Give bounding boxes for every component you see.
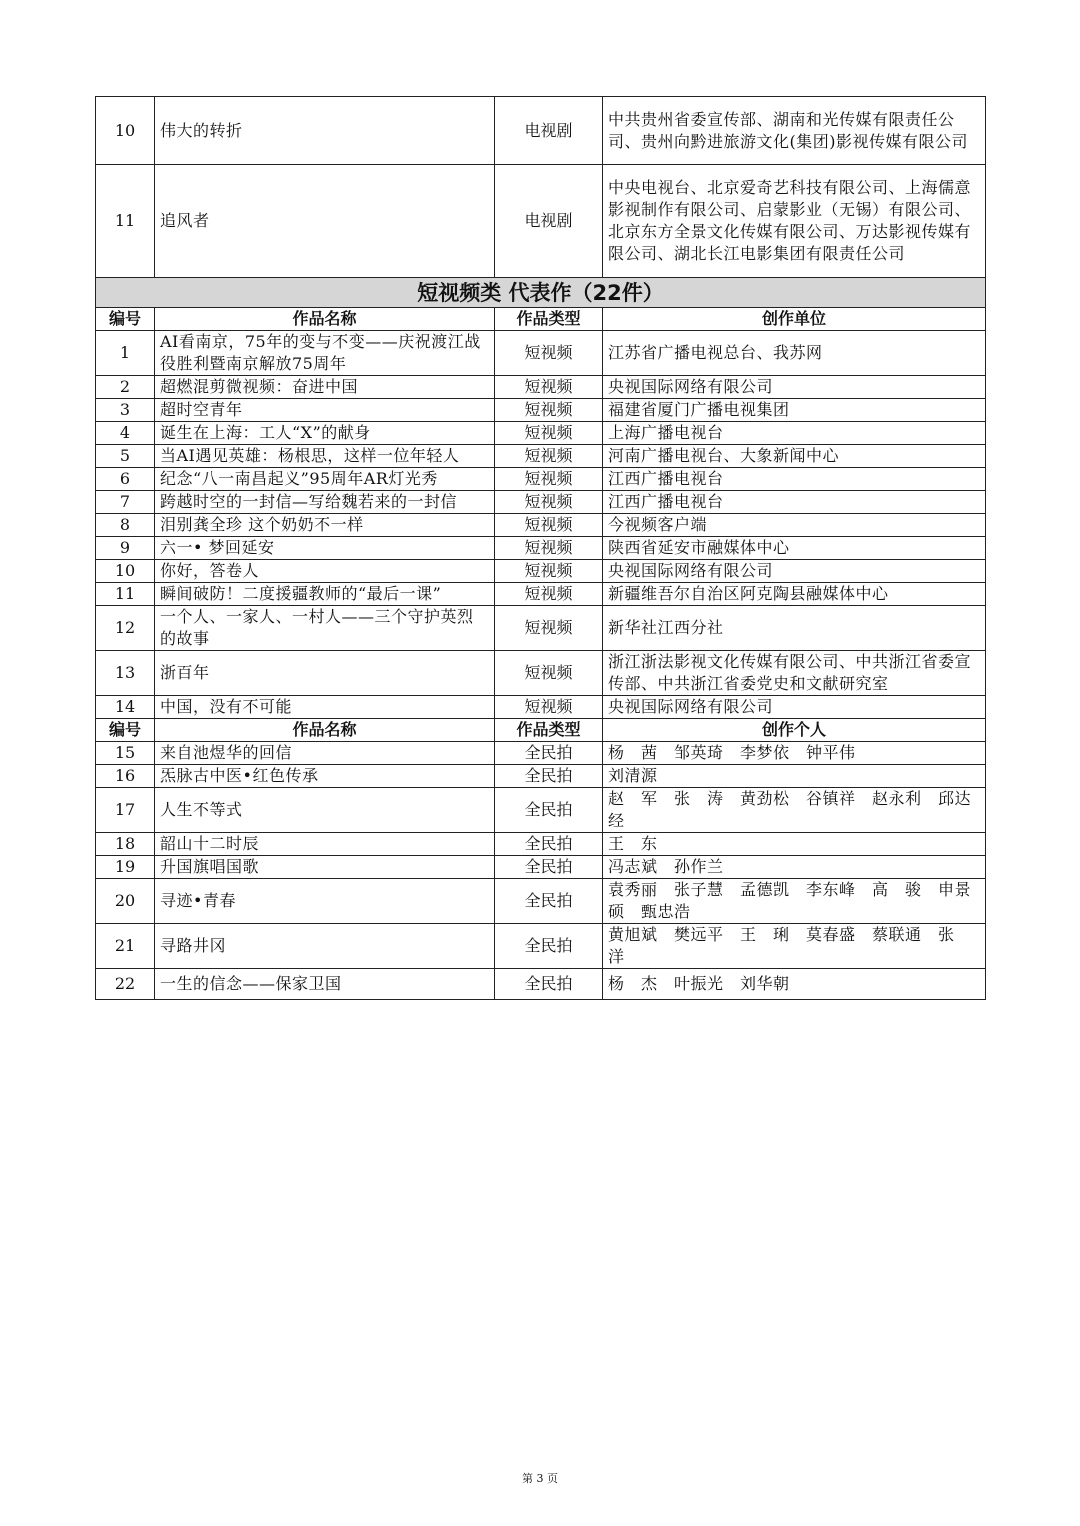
header-title: 作品名称 [155, 719, 495, 742]
cell-creators: 杨 茜 邹英琦 李梦依 钟平伟 [603, 742, 986, 765]
table-row [96, 376, 986, 399]
cell-creators: 杨 杰 叶振光 刘华朝 [603, 969, 986, 1000]
cell-creators: 袁秀丽 张子慧 孟德凯 李东峰 高 骏 申景硕 甄忠浩 [603, 879, 986, 924]
table-row [96, 924, 986, 969]
cell-number: 5 [96, 445, 155, 468]
cell-unit: 央视国际网络有限公司 [603, 696, 986, 719]
cell-title: AI看南京，75年的变与不变——庆祝渡江战役胜利暨南京解放75周年 [155, 331, 495, 376]
cell-creators: 刘清源 [603, 765, 986, 788]
cell-unit: 中央电视台、北京爱奇艺科技有限公司、上海儒意影视制作有限公司、启蒙影业（无锡）有限公司、北京东方全景文化传媒有限公司、万达影视传媒有限公司、湖北长江电影集团有限责任公司 [603, 165, 986, 278]
header-type: 作品类型 [495, 719, 603, 742]
page-number: 第 3 页 [522, 1472, 558, 1485]
cell-title: 伟大的转折 [155, 97, 495, 165]
cell-type: 短视频 [495, 537, 603, 560]
table-row [96, 560, 986, 583]
cell-type: 全民拍 [495, 969, 603, 1000]
cell-type: 短视频 [495, 560, 603, 583]
cell-type: 全民拍 [495, 742, 603, 765]
cell-unit: 央视国际网络有限公司 [603, 376, 986, 399]
cell-number: 18 [96, 833, 155, 856]
cell-type: 短视频 [495, 376, 603, 399]
table-row [96, 399, 986, 422]
cell-type: 全民拍 [495, 788, 603, 833]
table-row [96, 765, 986, 788]
header-type: 作品类型 [495, 308, 603, 331]
table-row [96, 97, 986, 165]
table-row [96, 468, 986, 491]
table-row [96, 833, 986, 856]
cell-number: 16 [96, 765, 155, 788]
cell-type: 全民拍 [495, 924, 603, 969]
cell-title: 纪念“八一南昌起义”95周年AR灯光秀 [155, 468, 495, 491]
cell-type: 短视频 [495, 399, 603, 422]
header-unit: 创作单位 [603, 308, 986, 331]
cell-title: 诞生在上海：工人“X”的献身 [155, 422, 495, 445]
table-row [96, 651, 986, 696]
cell-unit: 江西广播电视台 [603, 491, 986, 514]
table-row [96, 537, 986, 560]
cell-title: 中国，没有不可能 [155, 696, 495, 719]
cell-type: 短视频 [495, 422, 603, 445]
cell-unit: 新华社江西分社 [603, 606, 986, 651]
header-title: 作品名称 [155, 308, 495, 331]
cell-type: 短视频 [495, 514, 603, 537]
cell-type: 电视剧 [495, 165, 603, 278]
cell-title: 追风者 [155, 165, 495, 278]
cell-type: 短视频 [495, 331, 603, 376]
cell-title: 浙百年 [155, 651, 495, 696]
cell-number: 10 [96, 560, 155, 583]
cell-unit: 上海广播电视台 [603, 422, 986, 445]
cell-title: 跨越时空的一封信—写给魏若来的一封信 [155, 491, 495, 514]
cell-creators: 王 东 [603, 833, 986, 856]
cell-title: 超燃混剪微视频：奋进中国 [155, 376, 495, 399]
cell-type: 全民拍 [495, 879, 603, 924]
cell-type: 全民拍 [495, 856, 603, 879]
cell-title: 寻迹•青春 [155, 879, 495, 924]
cell-title: 来自池煜华的回信 [155, 742, 495, 765]
cell-number: 21 [96, 924, 155, 969]
cell-number: 22 [96, 969, 155, 1000]
table-header-row [96, 308, 986, 331]
cell-unit: 河南广播电视台、大象新闻中心 [603, 445, 986, 468]
table-header-row [96, 719, 986, 742]
cell-unit: 陕西省延安市融媒体中心 [603, 537, 986, 560]
table-row [96, 491, 986, 514]
cell-number: 14 [96, 696, 155, 719]
cell-unit: 福建省厦门广播电视集团 [603, 399, 986, 422]
table-row [96, 514, 986, 537]
cell-title: 韶山十二时辰 [155, 833, 495, 856]
cell-type: 全民拍 [495, 833, 603, 856]
cell-title: 炁脉古中医•红色传承 [155, 765, 495, 788]
cell-number: 19 [96, 856, 155, 879]
table-row [96, 606, 986, 651]
header-number: 编号 [96, 719, 155, 742]
cell-number: 13 [96, 651, 155, 696]
cell-type: 全民拍 [495, 765, 603, 788]
cell-unit: 浙江浙法影视文化传媒有限公司、中共浙江省委宣传部、中共浙江省委党史和文献研究室 [603, 651, 986, 696]
cell-title: 泪别龚全珍 这个奶奶不一样 [155, 514, 495, 537]
cell-type: 短视频 [495, 651, 603, 696]
cell-unit: 江西广播电视台 [603, 468, 986, 491]
table-row [96, 331, 986, 376]
cell-type: 短视频 [495, 445, 603, 468]
cell-number: 8 [96, 514, 155, 537]
section-title: 短视频类 代表作（22件） [96, 278, 986, 308]
table-row [96, 788, 986, 833]
cell-number: 20 [96, 879, 155, 924]
cell-type: 短视频 [495, 491, 603, 514]
table-row [96, 696, 986, 719]
section-title-row [96, 278, 986, 308]
works-table [95, 96, 986, 1000]
header-number: 编号 [96, 308, 155, 331]
cell-unit: 央视国际网络有限公司 [603, 560, 986, 583]
cell-unit: 今视频客户端 [603, 514, 986, 537]
cell-number: 11 [96, 165, 155, 278]
cell-type: 短视频 [495, 606, 603, 651]
table-row [96, 583, 986, 606]
table-row [96, 422, 986, 445]
cell-title: 瞬间破防！二度援疆教师的“最后一课” [155, 583, 495, 606]
cell-title: 六一• 梦回延安 [155, 537, 495, 560]
cell-number: 10 [96, 97, 155, 165]
table-row [96, 969, 986, 1000]
table-row [96, 445, 986, 468]
cell-unit: 中共贵州省委宣传部、湖南和光传媒有限责任公司、贵州向黔进旅游文化(集团)影视传媒有限公司 [603, 97, 986, 165]
table-row [96, 879, 986, 924]
cell-unit: 新疆维吾尔自治区阿克陶县融媒体中心 [603, 583, 986, 606]
cell-type: 短视频 [495, 583, 603, 606]
cell-type: 短视频 [495, 696, 603, 719]
cell-title: 当AI遇见英雄：杨根思，这样一位年轻人 [155, 445, 495, 468]
cell-creators: 黄旭斌 樊远平 王 琍 莫春盛 蔡联通 张 洋 [603, 924, 986, 969]
cell-number: 1 [96, 331, 155, 376]
cell-number: 3 [96, 399, 155, 422]
cell-number: 11 [96, 583, 155, 606]
table-row [96, 165, 986, 278]
cell-title: 升国旗唱国歌 [155, 856, 495, 879]
cell-unit: 江苏省广播电视总台、我苏网 [603, 331, 986, 376]
cell-title: 一个人、一家人、一村人——三个守护英烈的故事 [155, 606, 495, 651]
cell-title: 寻路井冈 [155, 924, 495, 969]
cell-type: 短视频 [495, 468, 603, 491]
cell-title: 人生不等式 [155, 788, 495, 833]
cell-number: 2 [96, 376, 155, 399]
cell-number: 12 [96, 606, 155, 651]
cell-creators: 赵 军 张 涛 黄劲松 谷镇祥 赵永利 邱达经 [603, 788, 986, 833]
cell-creators: 冯志斌 孙作兰 [603, 856, 986, 879]
cell-title: 超时空青年 [155, 399, 495, 422]
cell-number: 4 [96, 422, 155, 445]
cell-number: 17 [96, 788, 155, 833]
cell-number: 15 [96, 742, 155, 765]
cell-type: 电视剧 [495, 97, 603, 165]
cell-number: 7 [96, 491, 155, 514]
table-row [96, 856, 986, 879]
cell-number: 6 [96, 468, 155, 491]
cell-title: 你好，答卷人 [155, 560, 495, 583]
header-creator: 创作个人 [603, 719, 986, 742]
cell-number: 9 [96, 537, 155, 560]
cell-title: 一生的信念——保家卫国 [155, 969, 495, 1000]
table-row [96, 742, 986, 765]
